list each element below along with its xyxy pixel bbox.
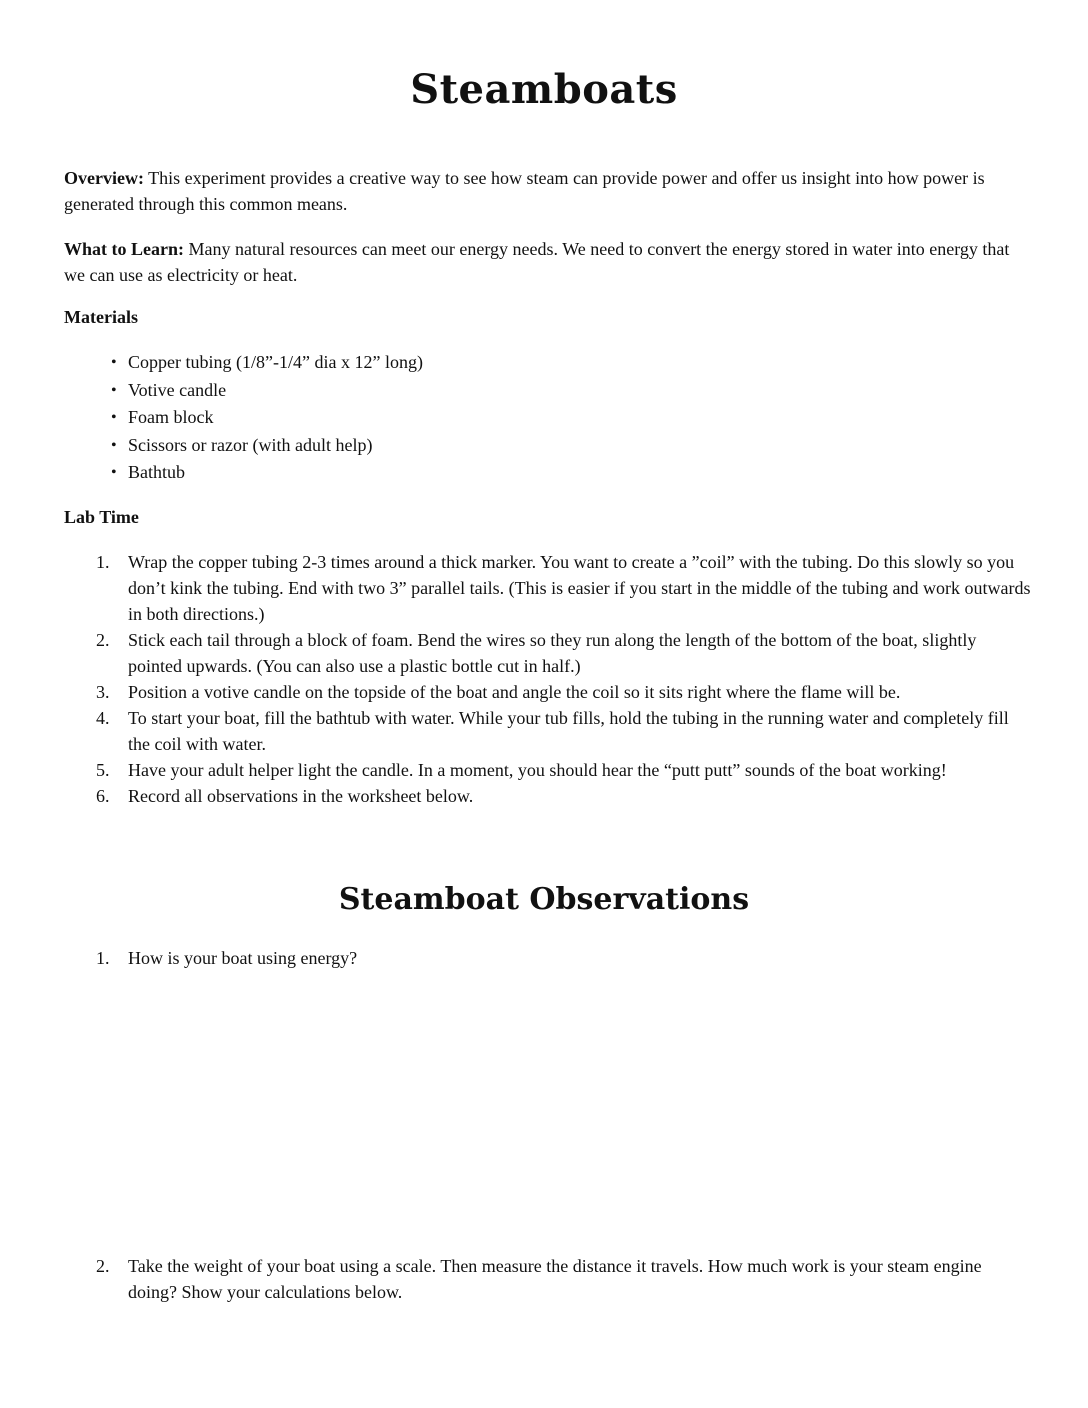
lab-steps-list bbox=[64, 549, 1034, 809]
bullet-icon: • bbox=[111, 464, 117, 481]
overview-text: This experiment provides a creative way to see how steam can provide power and offer us insight into how power is generated through this common means. bbox=[64, 168, 985, 214]
overview-paragraph bbox=[64, 165, 1034, 217]
material-item: • Foam block bbox=[64, 404, 423, 432]
lab-step: 2. Stick each tail through a block of foam. Bend the wires so they run along the length of the bottom of the boat, slightly pointed upwards. (You can also use a plastic bottle cut in half.) bbox=[96, 630, 977, 676]
material-item: • Votive candle bbox=[64, 377, 423, 405]
bullet-icon: • bbox=[111, 354, 117, 371]
lab-time-heading: Lab Time bbox=[64, 507, 139, 527]
bullet-icon: • bbox=[111, 409, 117, 426]
lab-step: 6. Record all observations in the worksheet below. bbox=[96, 786, 474, 806]
question-item: 2. Take the weight of your boat using a scale. Then measure the distance it travels. How much work is your steam engine doing? Show your calculations below. bbox=[96, 1256, 982, 1302]
what-to-learn-paragraph bbox=[64, 236, 1034, 288]
what-to-learn-label: What to Learn: bbox=[64, 239, 184, 259]
overview-label: Overview: bbox=[64, 168, 144, 188]
question-item: 1. How is your boat using energy? bbox=[96, 948, 358, 968]
material-item: • Copper tubing (1/8”-1/4” dia x 12” long) bbox=[64, 349, 423, 377]
page-title: Steamboats bbox=[410, 66, 678, 113]
material-item: • Bathtub bbox=[64, 459, 423, 487]
bullet-icon: • bbox=[111, 381, 117, 399]
answer-space-2[interactable] bbox=[128, 1312, 1028, 1402]
observation-question-2 bbox=[64, 1253, 1034, 1305]
lab-step: 5. Have your adult helper light the candle. In a moment, you should hear the “putt putt” sounds of the boat working! bbox=[96, 760, 947, 780]
materials-list bbox=[64, 349, 423, 487]
material-item: • Scissors or razor (with adult help) bbox=[64, 432, 423, 460]
observation-question-1 bbox=[64, 945, 1034, 971]
observations-heading: Steamboat Observations bbox=[338, 882, 750, 917]
answer-space-1[interactable] bbox=[128, 985, 1028, 1245]
lab-step: 4. To start your boat, fill the bathtub with water. While your tub fills, hold the tubing in the running water and completely fill the coil with water. bbox=[96, 708, 1009, 754]
materials-heading: Materials bbox=[64, 307, 138, 327]
lab-step: 1. Wrap the copper tubing 2-3 times around a thick marker. You want to create a ”coil” with the tubing. Do this slowly so you don’t kink the tubing. End with two 3” parallel tails. (This is easier if you start in the middle of the tubing and work outwards in both directions.) bbox=[96, 552, 1031, 624]
lab-step: 3. Position a votive candle on the topside of the boat and angle the coil so it sits right where the flame will be. bbox=[96, 682, 901, 702]
what-to-learn-text: Many natural resources can meet our energy needs. We need to convert the energy stored in water into energy that we can use as electricity or heat. bbox=[64, 239, 1010, 285]
bullet-icon: • bbox=[111, 436, 117, 454]
